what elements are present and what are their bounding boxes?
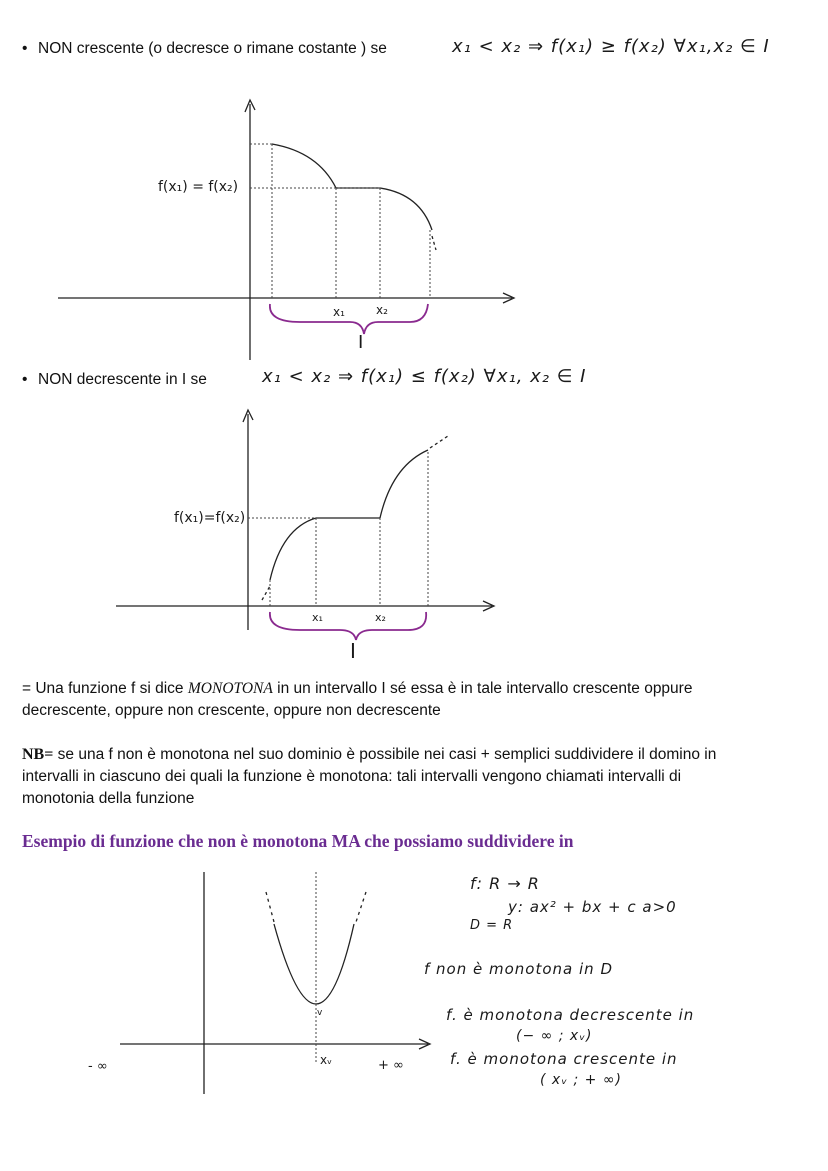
nb-paragraph [22,744,822,810]
nb-line-1: NB= se una f non è monotona nel suo dominio è possibile nei casi + semplici suddividere il domino in [22,746,717,763]
curve-increasing [270,518,316,580]
minus-infinity-label: - ∞ [88,1059,108,1074]
non-decrescente-formula: x₁ < x₂ ⇒ f(x₁) ≤ f(x₂) ∀x₁, x₂ ∈ I [262,366,587,387]
y-label-equal: f(x₁) = f(x₂) [158,179,239,195]
nb-line-2: intervalli in ciascuno dei quali la funzione è monotona: tali intervalli vengono chiamati intervalli di [22,768,682,785]
graph-non-crescente [0,90,828,360]
x2-label: x₂ [375,611,386,624]
non-crescente-text: NON crescente (o decresce o rimane costante ) se [38,40,387,57]
definition-paragraph [22,678,812,722]
note-increasing: f. è monotona crescente in [450,1050,678,1068]
x1-label: x₁ [333,305,345,319]
non-crescente-formula: x₁ < x₂ ⇒ f(x₁) ≥ f(x₂) ∀x₁,x₂ ∈ I [452,36,770,57]
note-y-def: y: ax² + bx + c a>0 [508,898,677,916]
parabola-left-dash [266,892,274,922]
nb-line-3: monotonia della funzione [22,790,195,807]
plus-infinity-label: + ∞ [378,1058,404,1073]
note-domain: D = R [470,918,514,933]
interval-label: I [350,639,356,663]
curve-decreasing [272,144,336,188]
parabola-right-dash [356,892,366,922]
monotona-term: MONOTONA [187,680,273,697]
curve-dash-start [262,586,270,600]
curve-dash-end [430,436,448,448]
curve-increasing-2 [380,450,428,518]
y-label-equal: f(x₁)=f(x₂) [174,510,246,526]
vertex-label: v [317,1008,323,1018]
interval-brace [270,304,428,334]
xv-label: xᵥ [320,1053,333,1067]
graph-parabola [0,862,828,1162]
curve-decreasing-2 [380,188,432,230]
x1-label: x₁ [312,611,323,624]
note-decreasing-interval: (− ∞ ; xᵥ) [516,1028,593,1044]
non-decrescente-text: NON decrescente in I se [38,371,207,388]
curve-dash-end [432,236,436,250]
bullet-1: • [22,40,28,57]
note-increasing-interval: ( xᵥ ; + ∞) [540,1072,622,1088]
definition-line-2: decrescente, oppure non crescente, oppure non decrescente [22,702,441,719]
x2-label: x₂ [376,303,388,317]
note-non-monotone: f non è monotona in D [424,960,613,978]
bullet-2: • [22,371,28,388]
nb-label: NB= [22,746,54,763]
example-heading: Esempio di funzione che non è monotona MA che possiamo suddividere in [22,831,574,851]
definition-line-1: = Una funzione f si dice MONOTONA in un intervallo I sé essa è in tale intervallo crescente oppure [22,680,693,697]
interval-label: I [358,332,364,353]
note-f-def: f: R → R [470,874,540,893]
parabola [274,924,354,1004]
interval-brace [270,612,426,640]
note-decreasing: f. è monotona decrescente in [446,1006,695,1024]
graph-non-decrescente [0,400,828,670]
